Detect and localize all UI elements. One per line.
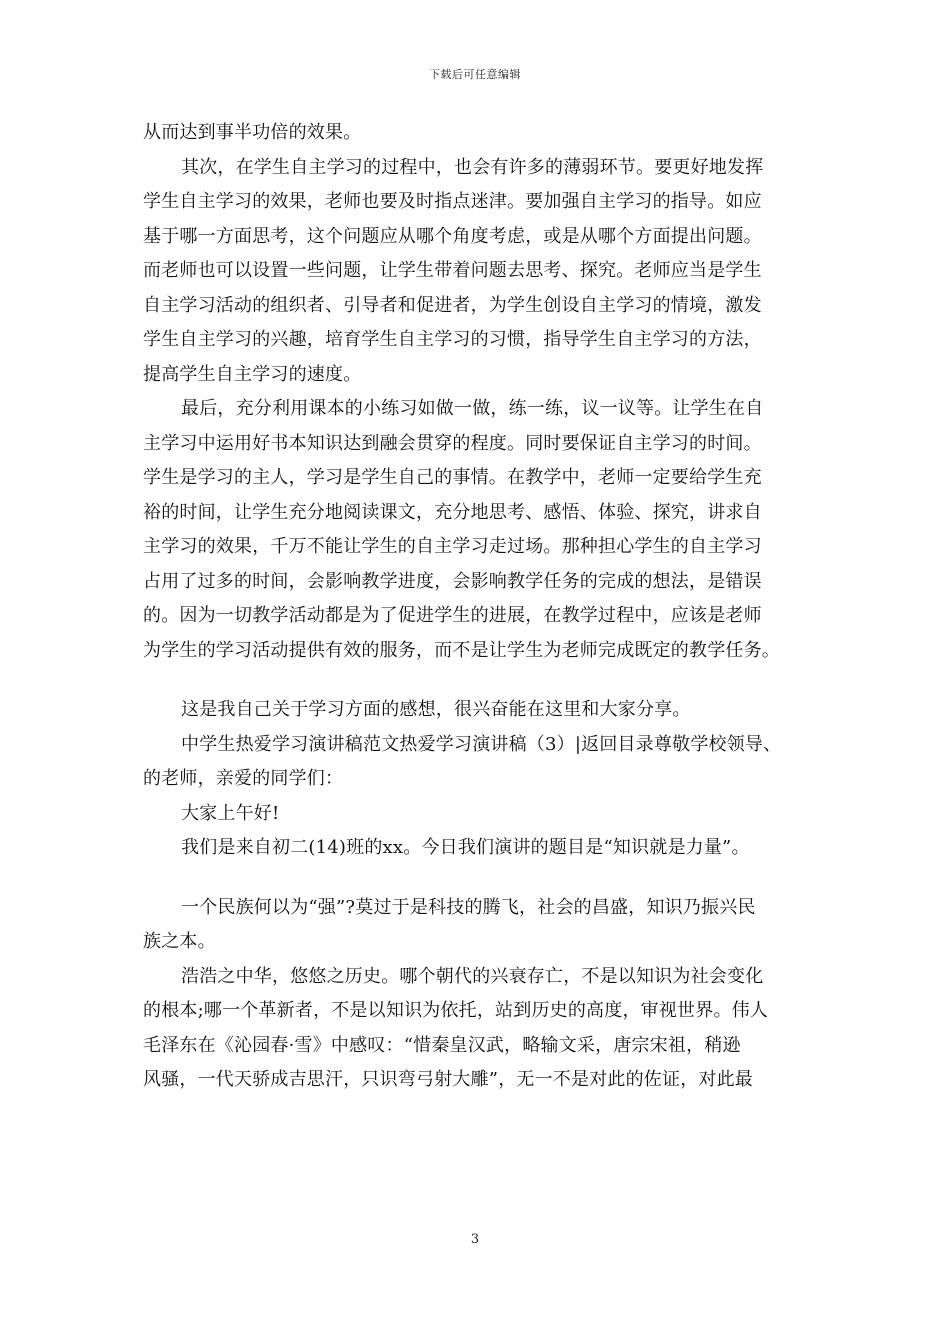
text-line: 基于哪一方面思考，这个问题应从哪个角度考虑，或是从哪个方面提出问题。 bbox=[143, 225, 762, 247]
text-line: 的。因为一切教学活动都是为了促进学生的进展，在教学过程中，应该是老师 bbox=[143, 605, 762, 626]
paragraph-gap bbox=[143, 668, 823, 693]
text-line: 提高学生自主学习的速度。 bbox=[143, 363, 362, 385]
text-line: 风骚，一代天骄成吉思汗，只识弯弓射大雕”，无一不是对此的佐证，对此最 bbox=[143, 1069, 753, 1090]
text-line: 的根本;哪一个革新者，不是以知识为依托，站到历史的高度，审视世界。伟人 bbox=[143, 1000, 769, 1021]
text-line: 的老师，亲爱的同学们： bbox=[143, 768, 344, 789]
text-line: 毛泽东在《沁园春·雪》中感叹：“惜秦皇汉武，略输文采，唐宗宋祖，稍逊 bbox=[143, 1034, 741, 1056]
paragraph-gap bbox=[143, 866, 823, 891]
paragraph-start: 我们是来自初二(14)班的xx。今日我们演讲的题目是“知识就是力量”。 bbox=[181, 837, 750, 858]
text-line: 从而达到事半功倍的效果。 bbox=[143, 122, 362, 143]
text-line: 自主学习活动的组织者、引导者和促进者，为学生创设自主学习的情境，激发 bbox=[143, 294, 762, 316]
text-line: 学生是学习的主人，学习是学生自己的事情。在教学中，老师一定要给学生充 bbox=[143, 467, 762, 488]
text-line: 主学习的效果，千万不能让学生的自主学习走过场。那种担心学生的自主学习 bbox=[143, 536, 762, 557]
page-number: 3 bbox=[470, 1232, 480, 1247]
text-line: 主学习中运用好书本知识达到融会贯穿的程度。同时要保证自主学习的时间。 bbox=[143, 432, 762, 454]
text-line: 占用了过多的时间，会影响教学进度，会影响教学任务的完成的想法，是错误 bbox=[143, 570, 762, 592]
text-line: 为学生的学习活动提供有效的服务，而不是让学生为老师完成既定的教学任务。 bbox=[143, 639, 780, 661]
greeting: 大家上午好! bbox=[181, 802, 280, 824]
text-line: 学生自主学习的兴趣，培育学生自主学习的习惯，指导学生自主学习的方法， bbox=[143, 329, 762, 350]
text-line: 而老师也可以设置一些问题，让学生带着问题去思考、探究。老师应当是学生 bbox=[143, 260, 762, 281]
speech-title: 中学生热爱学习演讲稿范文热爱学习演讲稿（3）|返回目录尊敬学校领导、 bbox=[181, 733, 782, 755]
page-header: 下载后可任意编辑 bbox=[429, 68, 521, 81]
paragraph-start: 其次，在学生自主学习的过程中，也会有许多的薄弱环节。要更好地发挥 bbox=[181, 156, 764, 178]
paragraph-start: 这是我自己关于学习方面的感想，很兴奋能在这里和大家分享。 bbox=[181, 699, 691, 720]
text-line: 族之本。 bbox=[143, 931, 216, 952]
text-line: 裕的时间，让学生充分地阅读课文，充分地思考、感悟、体验、探究，讲求自 bbox=[143, 501, 762, 523]
paragraph-start: 浩浩之中华，悠悠之历史。哪个朝代的兴衰存亡，不是以知识为社会变化 bbox=[181, 965, 764, 987]
document-body bbox=[143, 116, 823, 1098]
paragraph-start: 一个民族何以为“强”?莫过于是科技的腾飞，社会的昌盛，知识乃振兴民 bbox=[181, 896, 756, 918]
paragraph-start: 最后，充分利用课本的小练习如做一做，练一练，议一议等。让学生在自 bbox=[181, 398, 764, 419]
text-line: 学生自主学习的效果，老师也要及时指点迷津。要加强自主学习的指导。如应 bbox=[143, 191, 762, 212]
